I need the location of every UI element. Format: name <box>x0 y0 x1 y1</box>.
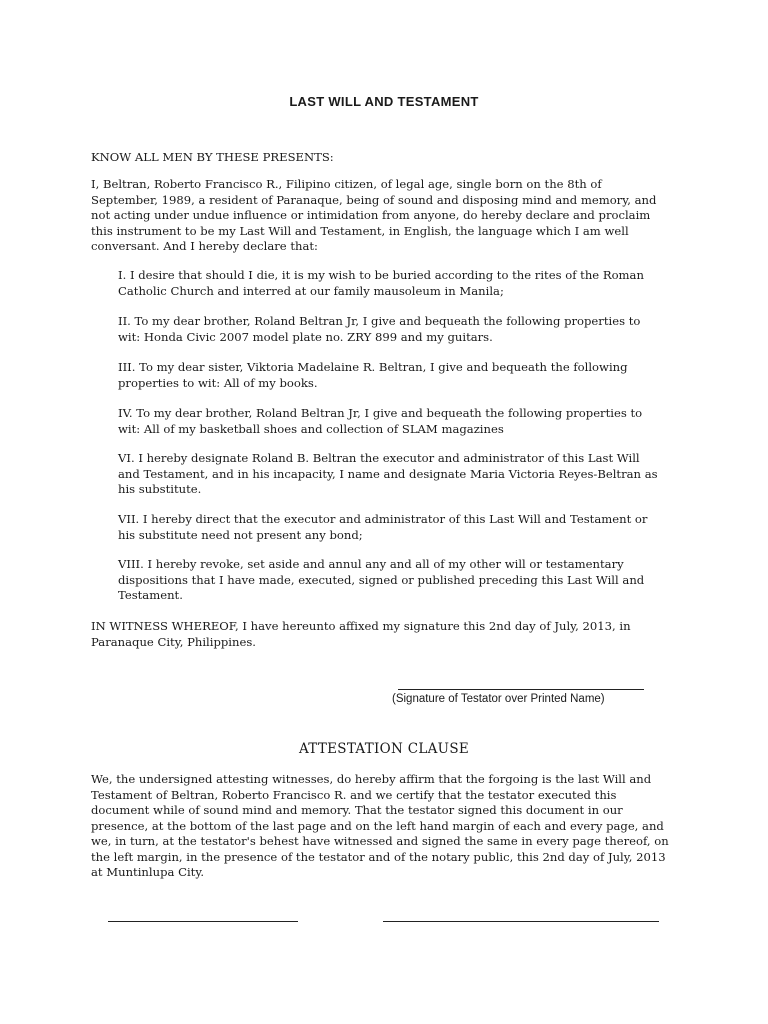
witness-paragraph: IN WITNESS WHEREOF, I have hereunto affixed my signature this 2nd day of July, 2013, in Paranaque City, Philippines. <box>91 619 631 649</box>
clause-4: IV. To my dear brother, Roland Beltran Jr, I give and bequeath the following properties to wit: All of my basketball shoes and collection of SLAM magazines <box>118 406 643 436</box>
intro-paragraph: I, Beltran, Roberto Francisco R., Filipino citizen, of legal age, single born on the 8th of September, 1989, a resident of Paranaque, being of sound and disposing mind and memory, and not acting under undue influence or intimidation from anyone, do hereby declare and proclaim this instrument to be my Last Will and Testament, in English, the language which I am well conversant. And I hereby declare that: <box>91 177 657 253</box>
attestation-paragraph: We, the undersigned attesting witnesses, do hereby affirm that the forgoing is the last Will and Testament of Beltran, Roberto Francisco R. and we certify that the testator executed this document while of sound mind and memory. That the testator signed this document in our presence, at the bottom of the last page and on the left hand margin of each and every page, and we, in turn, at the testator's behest have witnessed and signed the same in every page thereof, on the left margin, in the presence of the testator and of the notary public, this 2nd day of July, 2013 at Muntinlupa City. <box>91 772 669 879</box>
witness-signature-line-2 <box>383 921 659 922</box>
document-title: LAST WILL AND TESTAMENT <box>289 94 479 109</box>
attestation-title: ATTESTATION CLAUSE <box>298 741 470 757</box>
clause-7: VII. I hereby direct that the executor and administrator of this Last Will and Testament or his substitute need not present any bond; <box>118 512 648 542</box>
clause-8: VIII. I hereby revoke, set aside and annul any and all of my other will or testamentary dispositions that I have made, executed, signed or published preceding this Last Will and Testament. <box>118 557 645 602</box>
clause-6: VI. I hereby designate Roland B. Beltran the executor and administrator of this Last Will and Testament, and in his incapacity, I name and designate Maria Victoria Reyes-Beltran as his substitute. <box>118 451 658 496</box>
clause-1: I. I desire that should I die, it is my wish to be buried according to the rites of the Roman Catholic Church and interred at our family mausoleum in Manila; <box>118 268 644 298</box>
clause-3: III. To my dear sister, Viktoria Madelaine R. Beltran, I give and bequeath the following properties to wit: All of my books. <box>118 360 628 390</box>
clause-2: II. To my dear brother, Roland Beltran Jr, I give and bequeath the following properties to wit: Honda Civic 2007 model plate no. ZRY 899 and my guitars. <box>118 314 641 344</box>
witness-signature-line-1 <box>108 921 298 922</box>
salutation: KNOW ALL MEN BY THESE PRESENTS: <box>91 150 334 164</box>
signature-label: (Signature of Testator over Printed Name) <box>392 693 605 705</box>
testator-signature-line <box>398 689 644 690</box>
